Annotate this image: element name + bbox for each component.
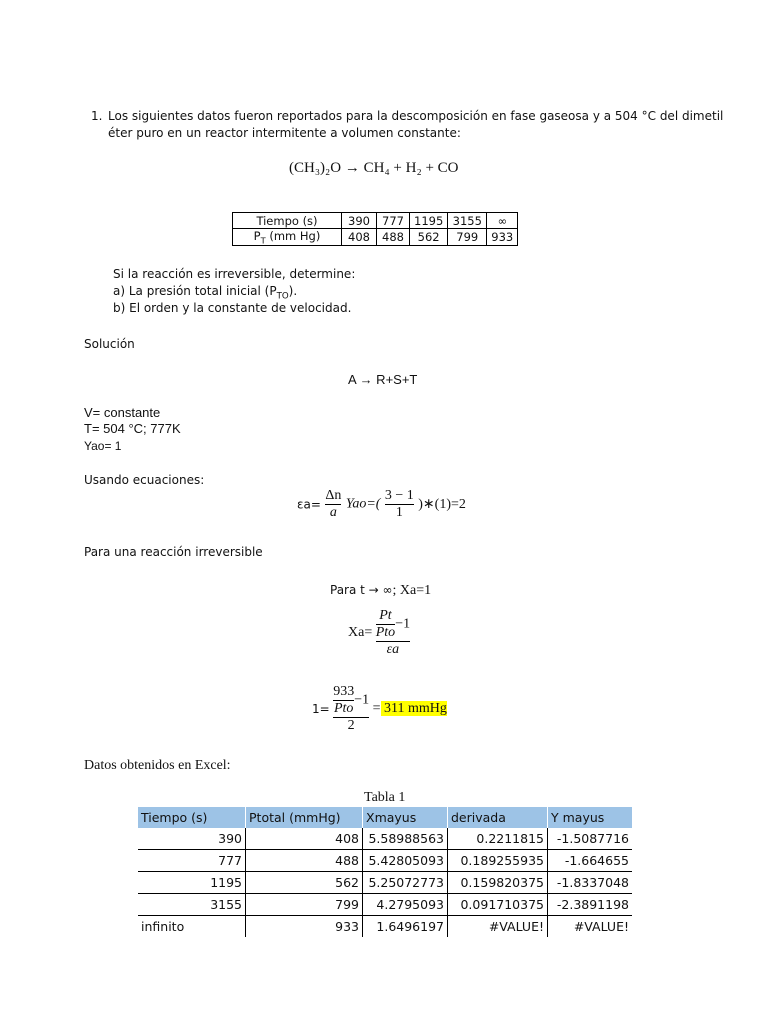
table-cell: 1.6496197 (363, 916, 448, 938)
table-row (233, 213, 518, 229)
table-header-row (138, 807, 632, 828)
fraction: $\frac{\Delta n}{a}$ (325, 488, 342, 521)
table-cell: 390 (138, 828, 246, 850)
table-cell: 562 (410, 229, 448, 246)
table-row (138, 872, 632, 894)
v-line: V= constante (84, 405, 161, 420)
problem-line-1: Los siguientes datos fueron reportados para la descomposición en fase gaseosa y a 504 °C del dimetil (108, 109, 724, 123)
fraction: $\frac{Pt}{\text{Pto}}$ −1 εa (375, 608, 411, 658)
fraction: $\frac{933}{\text{Pto}}$ −1 2 (333, 684, 370, 734)
table-cell: 1195 (138, 872, 246, 894)
table-row (138, 850, 632, 872)
table-cell: -1.8337048 (548, 872, 633, 894)
table-cell: 1195 (410, 213, 448, 229)
list-number: 1. (91, 109, 103, 123)
table-cell: 408 (246, 828, 363, 850)
table-cell: 933 (246, 916, 363, 938)
solution-heading: Solución (84, 337, 135, 351)
fraction: $\frac{3 - 1}{1}$ (384, 488, 414, 521)
generic-reaction: A → R+S+T (348, 372, 418, 387)
table-cell: #VALUE! (448, 916, 548, 938)
irreversible-heading: Para una reacción irreversible (84, 545, 263, 559)
questions-intro: Si la reacción es irreversible, determine: (113, 267, 356, 281)
table-cell: 799 (448, 229, 487, 246)
table-cell: $P_T$ (mm Hg) (233, 229, 342, 246)
table-cell: 0.159820375 (448, 872, 548, 894)
t-line: T= 504 °C; 777K (84, 421, 181, 436)
table-row (138, 916, 632, 938)
table-cell: infinito (138, 916, 246, 938)
epsilon-equation: εa= $\frac{\Delta n}{a}$ Yao=( $\frac{3 - 1}{1}$ )∗(1)=2 (297, 488, 466, 521)
excel-table (138, 807, 632, 937)
table-caption: Tabla 1 (364, 790, 406, 805)
pto-equation: 1= $\frac{933}{\text{Pto}}$ −1 2 = 311 mmHg (312, 684, 447, 734)
table-cell: 390 (342, 213, 377, 229)
table-cell: 5.42805093 (363, 850, 448, 872)
table-cell: -1.5087716 (548, 828, 633, 850)
column-header: Tiempo (s) (138, 807, 246, 828)
table-row (138, 828, 632, 850)
table-cell: 0.189255935 (448, 850, 548, 872)
column-header: Ptotal (mmHg) (246, 807, 363, 828)
table-cell: Tiempo (s) (233, 213, 342, 229)
table-cell: 4.2795093 (363, 894, 448, 916)
table-cell: 777 (138, 850, 246, 872)
table-cell: 0.2211815 (448, 828, 548, 850)
table-cell: #VALUE! (573, 919, 629, 934)
table-cell: 488 (377, 229, 410, 246)
usando-ecuaciones: Usando ecuaciones: (84, 473, 205, 487)
table-cell: -1.664655 (548, 850, 633, 872)
column-header: derivada (448, 807, 548, 828)
data-table (232, 212, 518, 246)
column-header: Y mayus (548, 807, 633, 828)
yao-line: Yao= 1 (84, 439, 122, 453)
table-cell: 408 (342, 229, 377, 246)
table-cell: -2.3891198 (548, 894, 633, 916)
table-cell: 488 (246, 850, 363, 872)
table-cell: 5.58988563 (363, 828, 448, 850)
question-a: a) La presión total inicial $(P_{TO})$. (113, 284, 298, 302)
problem-line-2: éter puro en un reactor intermitente a volumen constante: (108, 126, 461, 140)
reaction-equation: (CH₃)₂O → CH₄ + H₂ + CO (289, 160, 459, 176)
highlighted-result: 311 mmHg (380, 701, 447, 717)
table-cell: 933 (487, 229, 518, 246)
xa-equation: Xa= $\frac{Pt}{\text{Pto}}$ −1 εa (348, 608, 411, 658)
table-cell: 5.25072773 (363, 872, 448, 894)
question-b: b) El orden y la constante de velocidad. (113, 301, 352, 315)
table-cell: 3155 (448, 213, 487, 229)
table-cell: 3155 (138, 894, 246, 916)
excel-intro: Datos obtenidos en Excel: (84, 758, 231, 773)
table-cell: 0.091710375 (448, 894, 548, 916)
table-row (233, 229, 518, 246)
table-row (138, 894, 632, 916)
table-cell: 777 (377, 213, 410, 229)
table-cell: ∞ (487, 213, 518, 229)
column-header: Xmayus (363, 807, 448, 828)
table-cell: 799 (246, 894, 363, 916)
para-t-line: Para t → ∞; Xa=1 (330, 583, 432, 598)
table-cell: 562 (246, 872, 363, 894)
